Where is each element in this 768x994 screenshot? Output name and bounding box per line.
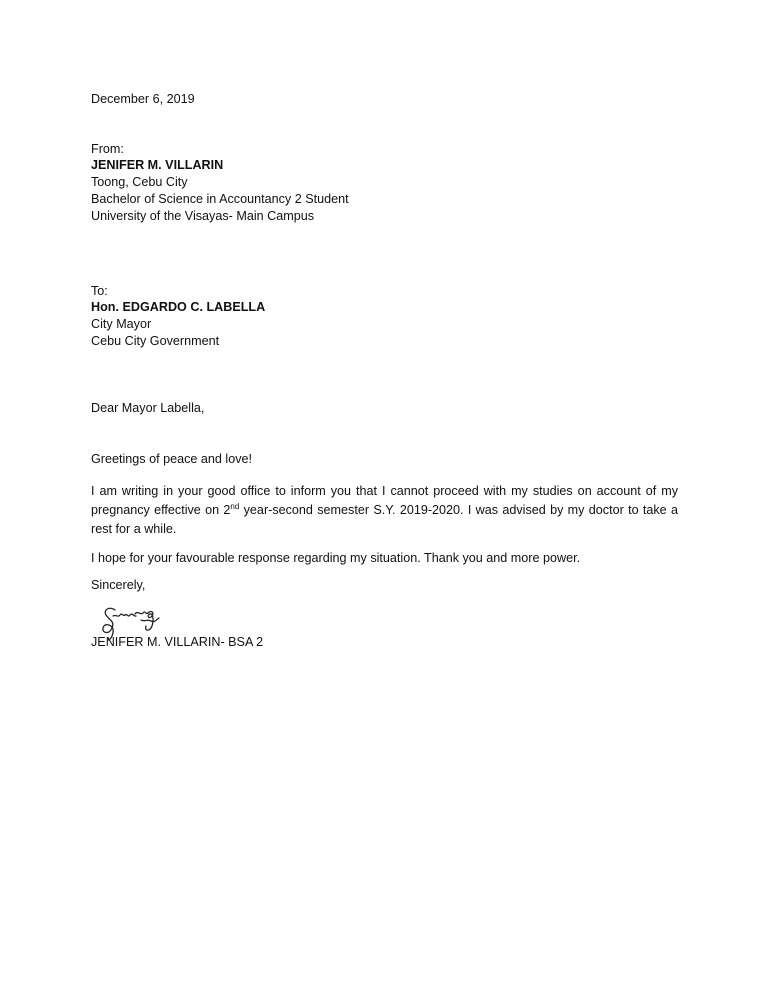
sender-program: Bachelor of Science in Accountancy 2 Student [91,192,349,206]
sender-address: Toong, Cebu City [91,175,188,189]
greeting: Greetings of peace and love! [91,452,253,466]
recipient-name: Hon. EDGARDO C. LABELLA [91,300,266,314]
body-paragraph-1-text: I am writing in your good office to inform you that I cannot proceed with my studies on account of my pregnancy effective on 2 [91,484,678,518]
sender-school: University of the Visayas- Main Campus [91,209,315,223]
body-paragraph-2: I hope for your favourable response regarding my situation. Thank you and more power. [91,551,581,565]
closing: Sincerely, [91,578,146,592]
recipient-office: Cebu City Government [91,334,220,348]
from-label: From: [91,142,124,156]
signature-block [91,602,291,650]
ordinal-suffix: nd [230,502,240,512]
to-label: To: [91,284,108,298]
body-paragraph-1 [91,482,678,540]
letter-date: December 6, 2019 [91,92,195,106]
recipient-title: City Mayor [91,317,152,331]
body-paragraph-1-text-end: year-second semester S.Y. 2019-2020. I was advised by my doctor to take a rest for a while. [91,503,678,537]
signature-name: JENIFER M. VILLARIN- BSA 2 [91,635,264,649]
salutation: Dear Mayor Labella, [91,401,205,415]
sender-name: JENIFER M. VILLARIN [91,158,224,172]
